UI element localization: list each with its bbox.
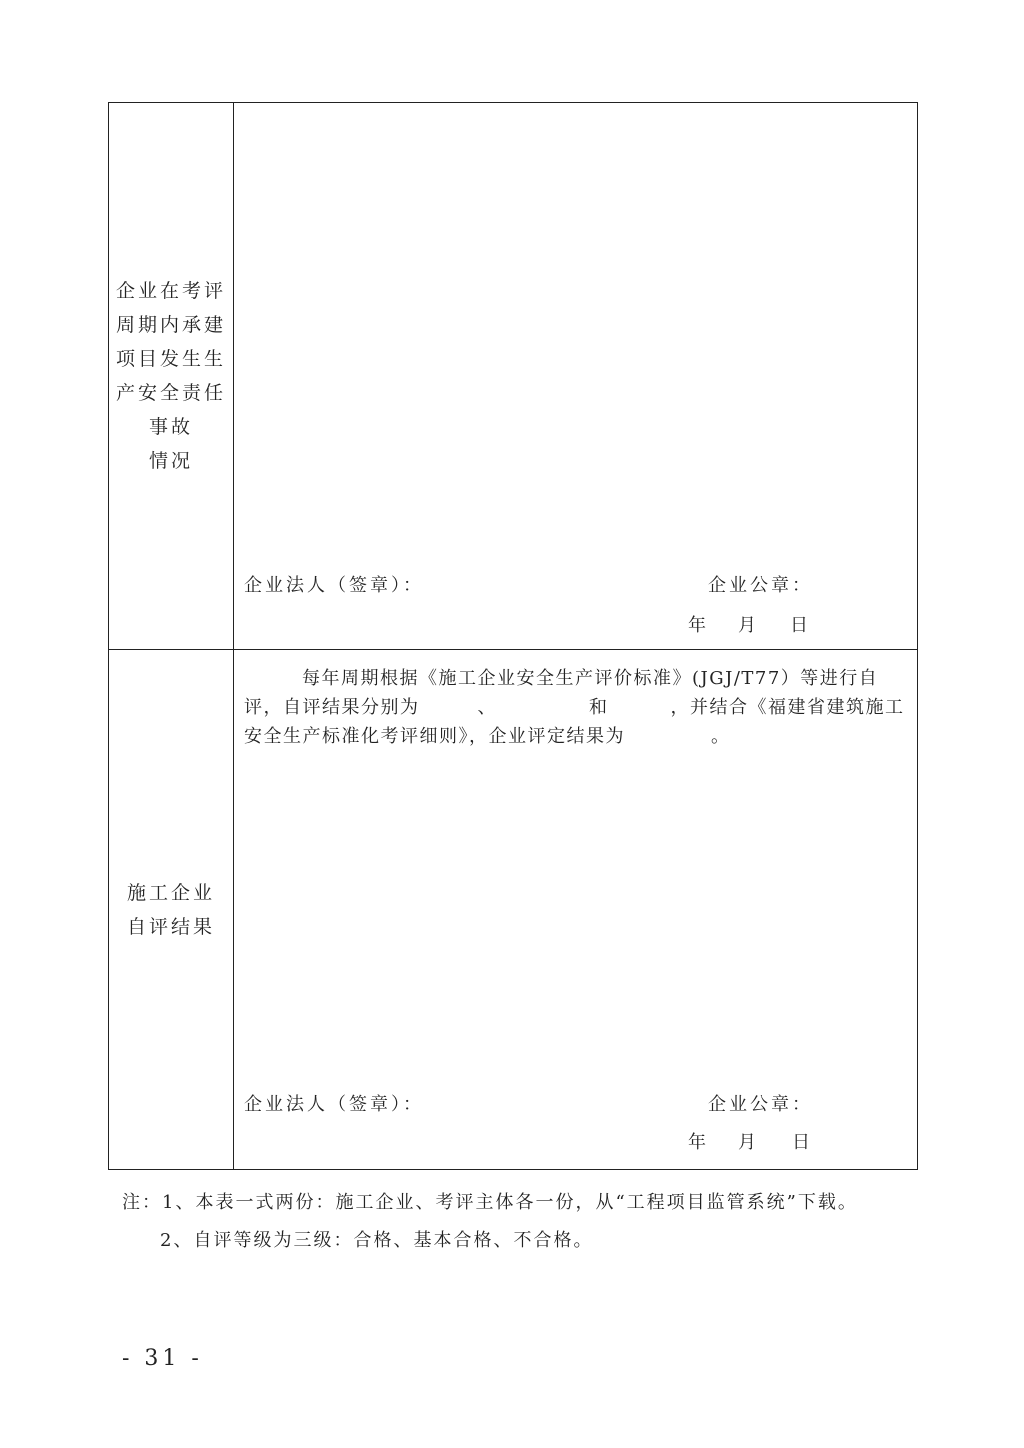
date-day: 日 [790,615,811,636]
self-evaluation-paragraph [244,664,909,751]
label-line: 自评结果 [126,915,215,938]
para-text-1: 每年周期根据《施工企业安全生产评价标准》(JGJ/T77）等进行自评，自评结果分别为 [244,668,879,718]
date-day: 日 [792,1132,813,1153]
separator: 、 [477,697,497,718]
accident-label [109,274,233,478]
page-number: - 31 - [122,1346,203,1371]
date-year: 年 [688,615,709,636]
date-month: 月 [738,1132,759,1153]
accident-label-cell [109,103,234,650]
self-evaluation-label [109,876,233,944]
accident-content-cell[interactable] [234,103,918,650]
label-line: 周期内承建 [115,314,226,336]
label-line: 情况 [148,450,193,472]
label-line: 施工企业 [126,881,215,904]
label-line: 项目发生生 [115,348,226,370]
note-1: 注：1、本表一式两份：施工企业、考评主体各一份，从“工程项目监管系统”下载。 [122,1192,858,1213]
para-end: 。 [711,726,731,747]
legal-person-signature: 企业法人（签章）： [244,1094,424,1115]
separator: 和 [589,697,609,718]
legal-person-signature: 企业法人（签章）： [244,575,424,596]
label-line: 事故 [148,416,193,438]
accident-row [109,103,918,650]
label-line: 企业在考评 [115,280,226,302]
date-month: 月 [738,615,759,636]
evaluation-form-table [108,102,918,1170]
date-year: 年 [688,1132,709,1153]
self-evaluation-label-cell [109,650,234,1170]
notes [122,1184,858,1260]
self-evaluation-content-cell[interactable] [234,650,918,1170]
note-2: 2、自评等级为三级：合格、基本合格、不合格。 [160,1230,594,1251]
company-seal: 企业公章： [708,1094,813,1115]
self-evaluation-row [109,650,918,1170]
para-text-2: ，并结合《福建省建筑施工安全生产标准化考评细则》，企业评定结果为 [244,697,905,747]
company-seal: 企业公章： [708,575,813,596]
label-line: 产安全责任 [115,382,226,404]
